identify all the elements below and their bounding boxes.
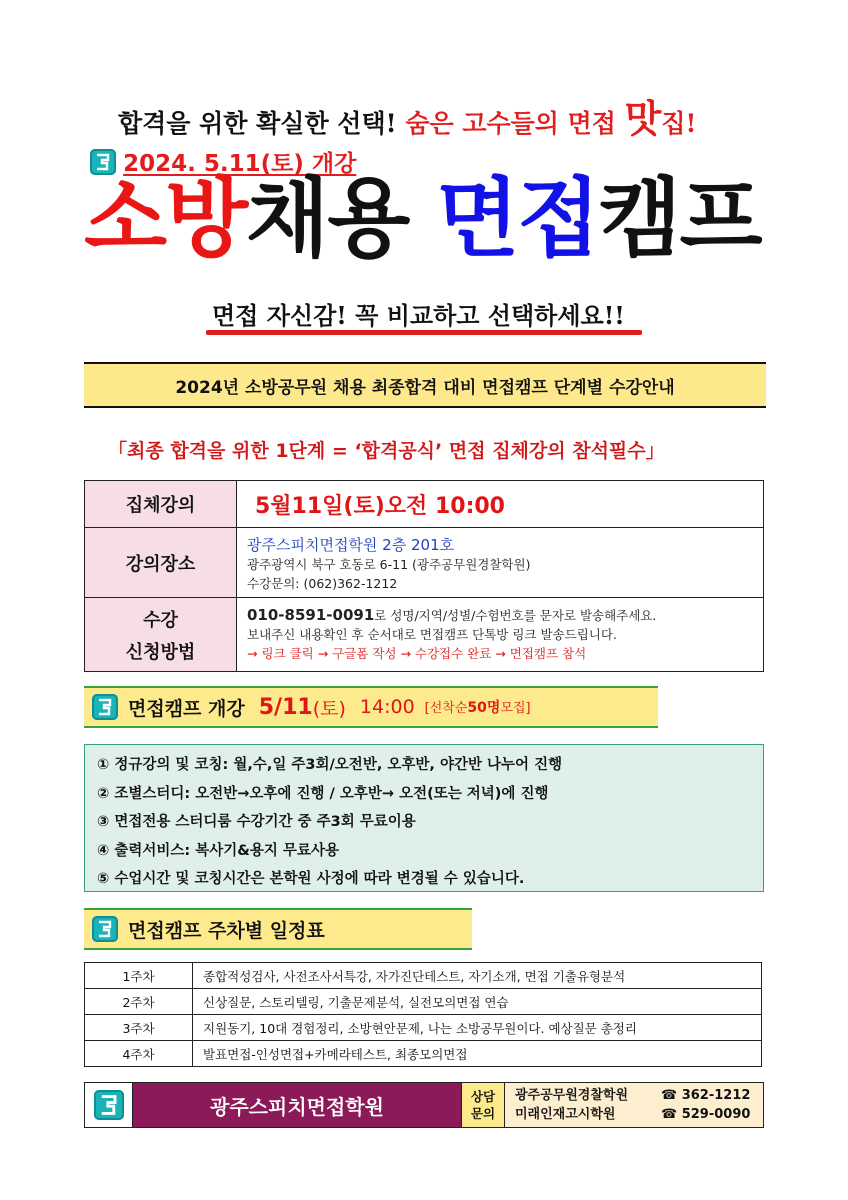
apply-label <box>85 598 237 672</box>
step-one-heading: 「최종 합격을 위한 1단계 = ‘합격공식’ 면접 집체강의 참석필수」 <box>108 440 665 462</box>
tagline-end: 집! <box>661 109 697 138</box>
week-desc: 신상질문, 스토리텔링, 기출문제분석, 실전모의면접 연습 <box>193 989 762 1015</box>
tagline-big: 맛 <box>624 96 662 141</box>
camp-open-date: 5/11 <box>258 694 313 720</box>
lecture-time: 5월11일(토)오전 10:00 <box>255 493 505 519</box>
table-row <box>85 1041 762 1067</box>
camp-open-header <box>84 686 658 728</box>
tagline <box>118 88 696 143</box>
apply-phone: 010-8591-0091 <box>247 606 375 624</box>
list-item: ③ 면접전용 스터디룸 수강기간 중 주3회 무료이용 <box>97 814 416 830</box>
list-item: ④ 출력서비스: 복사기&용지 무료사용 <box>97 842 339 859</box>
inquiry-label-1: 상담 <box>470 1089 496 1104</box>
title-part-hire: 채용 <box>246 169 409 269</box>
footer-contact <box>84 1082 764 1128</box>
academy-name: 광주스피치면접학원 <box>133 1083 461 1127</box>
week-cell: 2주차 <box>85 989 193 1015</box>
lecture-info-table <box>84 480 764 672</box>
main-title <box>84 169 761 269</box>
week-cell: 1주차 <box>85 963 193 989</box>
phone-1: ☎ 362-1212 <box>661 1088 751 1103</box>
camp-open-dow: (토) <box>312 697 346 720</box>
place-name: 광주스피치면접학원 2층 201호 <box>247 536 455 554</box>
schedule-table <box>84 962 762 1067</box>
tagline-part2: 숨은 고수들의 면접 <box>405 109 616 138</box>
academy-logo-icon <box>92 694 118 720</box>
inquiry-label-2: 문의 <box>470 1106 496 1121</box>
table-row <box>85 528 764 598</box>
tagline-part1: 합격을 위한 확실한 선택! <box>118 109 397 138</box>
apply-text1: 로 성명/지역/성별/수험번호를 문자로 발송해주세요. <box>374 608 657 623</box>
schedule-header <box>84 908 472 950</box>
apply-text2: 보내주신 내용확인 후 순서대로 면접캠프 단톡방 링크 발송드립니다. <box>247 627 617 642</box>
apply-cell <box>237 598 764 672</box>
apply-label-line1: 수강 <box>143 609 178 631</box>
week-cell: 3주차 <box>85 1015 193 1041</box>
footer-logo-cell <box>85 1083 133 1127</box>
note-close: 모집] <box>500 701 531 716</box>
note-open: [선착순 <box>424 701 468 716</box>
features-list <box>84 744 764 892</box>
table-row <box>85 598 764 672</box>
apply-steps: → 링크 클릭 → 구글폼 작성 → 수강접수 완료 → 면접캠프 참석 <box>247 646 587 661</box>
partner-academy-2: 미래인재고시학원 <box>515 1107 616 1122</box>
partner-academy-1: 광주공무원경찰학원 <box>515 1088 629 1103</box>
schedule-title: 면접캠프 주차별 일정표 <box>128 919 325 942</box>
camp-open-time: 14:00 <box>359 696 415 718</box>
place-label: 강의장소 <box>85 528 237 598</box>
list-item: ② 조별스터디: 오전반→오후에 진행 / 오후반→ 오전(또는 저녁)에 진행 <box>97 785 549 802</box>
inquiry-label <box>461 1083 505 1127</box>
place-cell <box>237 528 764 598</box>
subline: 면접 자신감! 꼭 비교하고 선택하세요!! <box>212 301 625 330</box>
table-row <box>85 989 762 1015</box>
academy-logo-icon <box>92 916 118 942</box>
table-row <box>85 963 762 989</box>
week-cell: 4주차 <box>85 1041 193 1067</box>
subline-underline <box>206 330 642 335</box>
lecture-time-cell <box>237 481 764 528</box>
place-inquiry: 수강문의: (062)362-1212 <box>247 576 398 591</box>
camp-open-label: 면접캠프 개강 <box>128 697 245 720</box>
list-item: ⑤ 수업시간 및 코칭시간은 본학원 사정에 따라 변경될 수 있습니다. <box>97 871 525 887</box>
list-item: ① 정규강의 및 코칭: 월,수,일 주3회/오전반, 오후반, 야간반 나누어 진행 <box>97 757 563 773</box>
phone-2: ☎ 529-0090 <box>661 1107 751 1122</box>
title-part-fire: 소방 <box>84 169 247 269</box>
week-desc: 종합적성검사, 사전조사서특강, 자가진단테스트, 자기소개, 면접 기출유형분석 <box>193 963 762 989</box>
place-address: 광주광역시 북구 호동로 6-11 (광주공무원경찰학원) <box>247 557 531 572</box>
table-row <box>85 481 764 528</box>
phone-numbers <box>657 1083 763 1127</box>
academy-logo-icon <box>94 1090 124 1120</box>
title-part-interview: 면접 <box>436 169 599 269</box>
lecture-label: 집체강의 <box>85 481 237 528</box>
course-guide-banner: 2024년 소방공무원 채용 최종합격 대비 면접캠프 단계별 수강안내 <box>84 362 766 408</box>
partner-academies <box>505 1083 657 1127</box>
apply-label-line2: 신청방법 <box>125 641 196 663</box>
camp-open-note <box>425 697 531 717</box>
title-part-camp: 캠프 <box>598 169 761 269</box>
table-row <box>85 1015 762 1041</box>
week-desc: 발표면접-인성면접+카메라테스트, 최종모의면접 <box>193 1041 762 1067</box>
note-bold: 50명 <box>467 700 501 716</box>
open-date: 2024. 5.11(토) 개강 <box>123 151 357 177</box>
week-desc: 지원동기, 10대 경험정리, 소방현안문제, 나는 소방공무원이다. 예상질문 총정리 <box>193 1015 762 1041</box>
